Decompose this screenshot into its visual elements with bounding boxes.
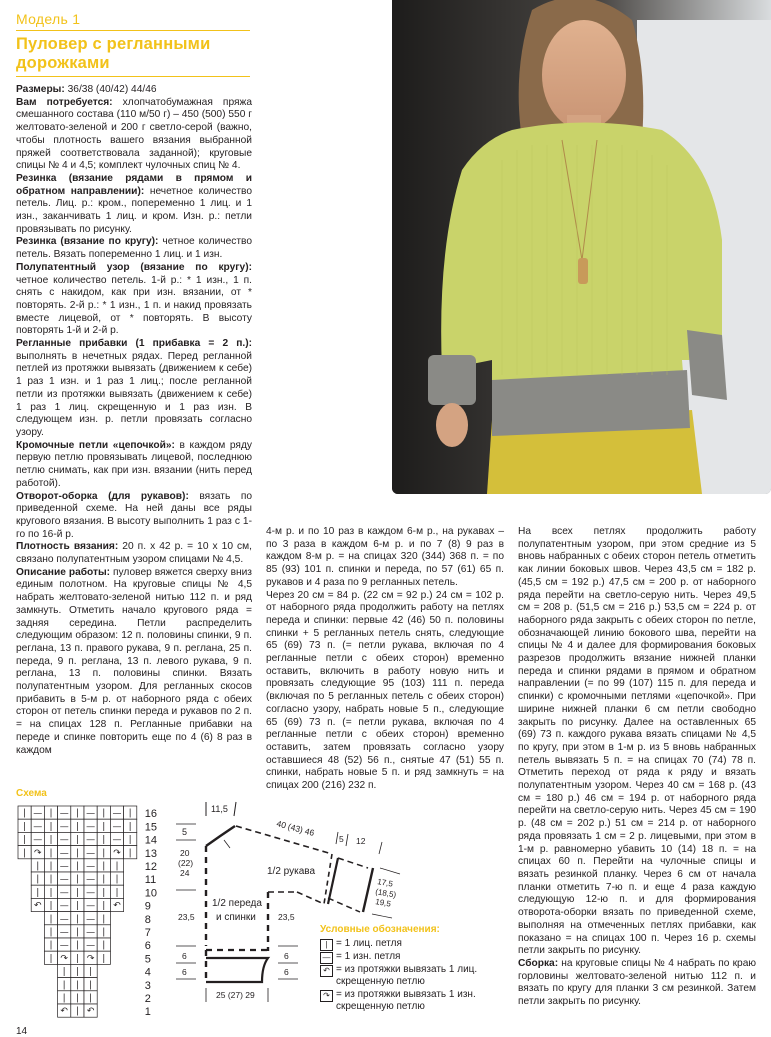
sleeve-width-3: 19,5 xyxy=(374,897,392,909)
svg-text:↷: ↷ xyxy=(34,848,42,859)
raglan-length-label: 40 (43) 46 xyxy=(275,818,316,838)
armhole-depth-3: 24 xyxy=(180,868,190,878)
svg-text:|: | xyxy=(102,914,106,925)
svg-text:|: | xyxy=(75,821,79,832)
svg-text:|: | xyxy=(62,967,66,978)
body-height-right: 23,5 xyxy=(278,912,295,922)
svg-text:—: — xyxy=(86,874,96,885)
increase-purl-icon: ↷ xyxy=(320,990,333,1002)
svg-text:—: — xyxy=(59,848,69,859)
svg-text:|: | xyxy=(49,887,53,898)
svg-text:↶: ↶ xyxy=(34,901,42,912)
model-label: Модель 1 xyxy=(16,10,250,31)
svg-text:|: | xyxy=(75,887,79,898)
svg-text:—: — xyxy=(112,821,122,832)
chart-row-number: 2 xyxy=(144,993,151,1005)
svg-text:—: — xyxy=(33,821,43,832)
neck-width-label: 11,5 xyxy=(211,804,228,814)
sleeve-cuff-label: 12 xyxy=(356,836,366,846)
chart-row-number: 6 xyxy=(144,940,151,953)
chart-row-number: 7 xyxy=(144,927,151,939)
armhole-depth-2: (22) xyxy=(178,858,194,868)
paragraph-half-fisherman: Полупатентный узор (вязание по кругу): четное количество петель. 1-й р.: * 1 изн., 1 п. снять с накидом, как при изн. вязании, от * повторять. 2-й р.: * 1 изн., 1 п. и накид провязать вместе лицевой, от * повторять. В высоту повторять 1-й и 2-й р. xyxy=(16,261,252,337)
legend-title: Условные обозначения: xyxy=(320,924,440,935)
paragraph-rib-flat: Резинка (вязание рядами в прямом и обратном направлении): нечетное количество петель. Лиц. р.: кром., попеременно 1 лиц. и 1 изн., заканчивать 1 лиц. и кром. Изн. р.: петли провязывать по рисунку. xyxy=(16,172,252,235)
neck-depth-label: 5 xyxy=(182,827,188,837)
page-number: 14 xyxy=(16,1026,28,1037)
svg-text:|: | xyxy=(102,940,106,951)
chart-row-number: 10 xyxy=(144,887,158,900)
paragraph-assembly: Сборка: на круговые спицы № 4 набрать по краю горловины желтовато-зеленой нитью 112 п. и вязать по кругу для планки 3 см резинкой. Затем петли закрыть по рисунку. xyxy=(518,957,756,1008)
svg-text:|: | xyxy=(75,940,79,951)
chart-row-number: 9 xyxy=(144,900,151,913)
svg-text:|: | xyxy=(49,861,53,872)
chart-row-number: 15 xyxy=(144,821,158,834)
body-label-2: и спинки xyxy=(216,912,256,923)
svg-text:|: | xyxy=(75,1006,79,1017)
svg-text:|: | xyxy=(75,874,79,885)
sleeve-width-2: (18,5) xyxy=(374,887,397,900)
svg-text:|: | xyxy=(102,861,106,872)
svg-text:|: | xyxy=(75,861,79,872)
paragraph-continued: 4-м р. и по 10 раз в каждом 6-м р., на рукавах – по 3 раза в каждом 6-м р. и по 7 (8) 9 раз в каждом 8-м р. = на спицах 320 (344) 368 п. = по 85 (93) 101 п. спинки и переда, по 57 (61) 65 п. рукавов и 4 раза по 9 регланных петель. xyxy=(266,526,504,588)
svg-text:|: | xyxy=(89,967,93,978)
svg-text:|: | xyxy=(75,901,79,912)
svg-text:|: | xyxy=(75,953,79,964)
chart-row-number: 16 xyxy=(144,808,158,821)
svg-text:|: | xyxy=(128,848,132,859)
svg-text:—: — xyxy=(59,901,69,912)
paragraph-edge-stitches: Кромочные петли «цепочкой»: в каждом ряду первую петлю провязывать лицевой, последнюю петлю снимать, как при изн. вязании (нить перед работой). xyxy=(16,439,252,489)
sleeve-label: 1/2 рукава xyxy=(267,866,316,877)
svg-text:|: | xyxy=(36,861,40,872)
sweater-photo-illustration xyxy=(392,0,771,494)
paragraph-raglan-increases: Регланные прибавки (1 прибавка = 2 п.): выполнять в нечетных рядах. Перед регланной петлей из протяжки вывязать (движением к себе) 1 раз 1 изн. и 1 раз 1 лиц.; после регланной петли из протяжки вывязать (движением к себе) 1 раз 1 лиц. скрещенную и 1 раз изн. В следующем изн. р. петли провязать согласно узору. xyxy=(16,338,252,438)
text-column-2 xyxy=(266,526,504,793)
chart-row-number: 4 xyxy=(144,966,151,979)
svg-text:—: — xyxy=(59,940,69,951)
hem-upper-left: 6 xyxy=(182,951,187,961)
svg-text:|: | xyxy=(102,901,106,912)
stitch-chart xyxy=(16,804,166,1024)
svg-text:—: — xyxy=(86,887,96,898)
chart-row-number: 8 xyxy=(144,913,151,926)
svg-text:—: — xyxy=(86,914,96,925)
svg-text:|: | xyxy=(62,980,66,991)
sleeve-width-1: 17,5 xyxy=(376,877,394,889)
svg-text:|: | xyxy=(115,861,119,872)
svg-text:|: | xyxy=(23,848,27,859)
svg-text:|: | xyxy=(115,887,119,898)
hem-lower-left: 6 xyxy=(182,967,187,977)
svg-text:|: | xyxy=(62,993,66,1004)
svg-text:|: | xyxy=(75,808,79,819)
svg-text:—: — xyxy=(112,835,122,846)
hem-lower-right: 6 xyxy=(284,967,289,977)
increase-knit-icon: ↶ xyxy=(320,965,333,977)
svg-text:↷: ↷ xyxy=(113,848,121,859)
chart-row-number: 12 xyxy=(144,861,158,873)
legend-item-inc-purl: ↷ = из протяжки вывязать 1 изн. скрещенную петлю xyxy=(320,989,510,1014)
svg-text:|: | xyxy=(49,835,53,846)
svg-text:|: | xyxy=(75,993,79,1004)
svg-text:|: | xyxy=(49,953,53,964)
svg-text:|: | xyxy=(102,821,106,832)
svg-text:—: — xyxy=(59,808,69,819)
svg-text:|: | xyxy=(102,887,106,898)
svg-text:|: | xyxy=(75,967,79,978)
stitch-chart-grid xyxy=(16,804,166,1024)
svg-text:—: — xyxy=(86,940,96,951)
svg-text:|: | xyxy=(75,927,79,938)
svg-text:|: | xyxy=(23,821,27,832)
svg-text:↷: ↷ xyxy=(86,953,95,964)
chart-row-number: 3 xyxy=(144,979,151,992)
paragraph-gauge: Плотность вязания: 20 п. х 42 р. = 10 х 10 см, связано полупатентным узором спицами № 4,5. xyxy=(16,541,252,566)
svg-text:|: | xyxy=(49,927,53,938)
paragraph-body-split: Через 20 см = 84 р. (22 см = 92 р.) 24 см = 102 р. от наборного ряда продолжить работу на петлях переда и спинки: первые 42 (46) 50 п. половины спинки + 5 регланных петель снять, следующие 65 (69) 73 п. (= петли рукава, включая по 4 регланные петли с обеих сторон) временно оставить, включить в работу новую нить и провязать следующие 95 (103) 111 п. переда (включая по 5 регланных петель с обеих сторон) согласно узору, набрать новые 5 п., следующие 65 (69) 73 п. (= петли рукава, включая по 4 регланные петли с обеих сторон) временно оставить, затем провязать согласно узору оставшиеся 48 (52) 56 п., снятые 47 (51) 55 п. спинки, набрать новые 5 п. и ряд замкнуть = на спицах 200 (216) 232 п. xyxy=(266,589,504,792)
svg-text:—: — xyxy=(86,927,96,938)
svg-text:↷: ↷ xyxy=(60,953,68,964)
svg-text:|: | xyxy=(36,887,40,898)
svg-text:|: | xyxy=(36,874,40,885)
armhole-depth-1: 20 xyxy=(180,848,190,858)
paragraph-cuff-ruffle: Отворот-оборка (для рукавов): вязать по приведенной схеме. На ней даны все ряды кругового вязания. В высоту выполнить 1 раз с 1-го по 16-й р. xyxy=(16,490,253,540)
svg-text:—: — xyxy=(33,808,43,819)
svg-text:—: — xyxy=(59,861,69,872)
paragraph-materials: Вам потребуется: хлопчатобумажная пряжа смешанного состава (110 м/50 г) – 450 (500) 550 г желтовато-зеленой и 200 г светло-серой (важно, чтобы плотность вашего вязания выбранной пряжей соответствовала заданной); круговые спицы № 4 и 4,5; комплект чулочных спиц № 4. xyxy=(16,96,252,172)
svg-text:|: | xyxy=(128,808,132,819)
svg-text:|: | xyxy=(89,980,93,991)
svg-text:—: — xyxy=(59,874,69,885)
legend xyxy=(320,938,510,1014)
svg-text:|: | xyxy=(128,835,132,846)
svg-text:—: — xyxy=(59,835,69,846)
svg-text:|: | xyxy=(115,874,119,885)
paragraph-sizes: Размеры: 36/38 (40/42) 44/46 xyxy=(16,84,157,95)
svg-text:—: — xyxy=(112,808,122,819)
svg-text:|: | xyxy=(23,808,27,819)
svg-text:—: — xyxy=(86,821,96,832)
legend-item-purl: — = 1 изн. петля xyxy=(320,951,510,964)
svg-text:|: | xyxy=(128,821,132,832)
chart-row-number: 13 xyxy=(144,847,158,860)
body-height-left: 23,5 xyxy=(178,912,195,922)
svg-text:|: | xyxy=(75,914,79,925)
model-photo xyxy=(392,0,771,494)
svg-text:|: | xyxy=(49,901,53,912)
svg-text:|: | xyxy=(23,835,27,846)
text-column-1 xyxy=(16,84,252,757)
svg-text:|: | xyxy=(102,874,106,885)
body-label-1: 1/2 переда xyxy=(212,898,262,909)
chart-row-number: 1 xyxy=(144,1006,151,1019)
svg-text:|: | xyxy=(102,927,106,938)
schema-title: Схема xyxy=(16,788,47,799)
svg-text:|: | xyxy=(75,835,79,846)
chart-row-number: 5 xyxy=(144,953,151,966)
purl-stitch-icon: — xyxy=(320,952,333,964)
svg-text:|: | xyxy=(49,914,53,925)
svg-text:|: | xyxy=(102,808,106,819)
svg-text:—: — xyxy=(86,848,96,859)
page-title: Пуловер с регланными дорожками xyxy=(16,35,250,77)
legend-item-inc-knit: ↶ = из протяжки вывязать 1 лиц. скрещенную петлю xyxy=(320,964,510,989)
svg-text:—: — xyxy=(59,887,69,898)
svg-text:—: — xyxy=(86,835,96,846)
body-width-label: 25 (27) 29 xyxy=(216,990,255,1000)
svg-text:|: | xyxy=(49,821,53,832)
svg-text:|: | xyxy=(102,953,106,964)
svg-text:—: — xyxy=(33,835,43,846)
svg-text:|: | xyxy=(89,993,93,1004)
sleeve-band-label: 5 xyxy=(339,834,344,844)
text-column-3 xyxy=(518,526,756,1009)
svg-text:|: | xyxy=(102,835,106,846)
legend-item-knit: | = 1 лиц. петля xyxy=(320,938,510,951)
svg-text:|: | xyxy=(49,808,53,819)
paragraph-rib-round: Резинка (вязание по кругу): четное количество петель. Вязать попеременно 1 лиц. и 1 изн. xyxy=(16,236,253,261)
chart-row-number: 11 xyxy=(144,874,157,887)
knit-stitch-icon: | xyxy=(320,939,333,951)
svg-text:|: | xyxy=(49,874,53,885)
svg-text:—: — xyxy=(86,808,96,819)
paragraph-body-sleeves: На всех петлях продолжить работу полупатентным узором, при этом средние из 5 вновь набранных с обеих сторон петель отметить как линии боковых швов. Через 43,5 см = 182 р. (45,5 см = 192 р.) 47,5 см = 200 р. от наборного ряда перейти на светло-серую нить. Через 49,5 см = 208 р. (51,5 см = 216 р.) 53,5 см = 224 р. от наборного ряда закрыть с обеих сторон по петле, обозначающей линию бокового шва, перейти на спицы № 4 и далее для формирования боковых разрезов продолжить вязание нижней планки переда и спинки рядами в прямом и обратном направлении (= по 99 (107) 115 п. для переда и спинки) с кромочными петлями «цепочкой». При ширине нижней планки 6 см петли свободно закрыть по рисунку. Далее на оставленных 65 (69) 73 п. каждого рукава вязать спицами № 4,5 по кругу, при этом в 1-м р. из 5 вновь набранных петель вывязать 5 п. = на спицах 70 (74) 78 п. Отметить переход от ряда к ряду и вязать полупатентным узором. Через 40 см = 168 р. (43 см = 180 р.) 46 см = 194 р. от наборного ряда перейти на светло-серую нить. Через 45 см = 190 р. (48 см = 202 р.) 51 см = 214 р. от наборного ряда провязать 1 см = 2 р. лицевыми, при этом в 1-м р. равномерно убавить 10 (14) 18 п. = на спицах 60 п. Перейти на чулочные спицы и вязать резинкой планку. Через 6 см от начала планки отметить 7-ю п. и еще 4 раза каждую следующую 12-ю п. и для формирования отворота-оборки вязать по приведенной схеме, выполняя на отмеченных петлях прибавки, как показано = на спицах 100 п. Через 16 р. схемы петли закрыть по рисунку. xyxy=(518,526,756,957)
chart-row-number: 14 xyxy=(144,834,158,847)
svg-text:—: — xyxy=(59,927,69,938)
svg-text:↶: ↶ xyxy=(86,1006,95,1017)
svg-text:|: | xyxy=(75,980,79,991)
svg-text:↶: ↶ xyxy=(60,1006,68,1017)
svg-text:↶: ↶ xyxy=(113,901,121,912)
svg-text:—: — xyxy=(86,861,96,872)
svg-text:—: — xyxy=(86,901,96,912)
svg-text:|: | xyxy=(49,848,53,859)
paragraph-instructions: Описание работы: пуловер вяжется сверху вниз единым полотном. На круговые спицы № 4,5 набрать желтовато-зеленой нитью 112 п. и ряд замкнуть. Отметить начало кругового ряда = задняя середина. Петли распределить следующим образом: 12 п. половины спинки, 9 п. реглана, 13 п. правого рукава, 9 п. реглана, 25 п. переда, 9 п. реглана, 13 п. левого рукава, 9 п. реглана, 13 п. половины спинки. Вязать полупатентным узором. Для регланных скосов прибавить в 5-м р. от наборного ряда с обеих сторон от петель спинки переда и рукавов по 2 п. = на спицах 128 п. Регланные прибавки на переде и спинке повторить еще по 4 (6) 8 раз в каждом xyxy=(16,566,252,756)
svg-text:|: | xyxy=(102,848,106,859)
svg-text:|: | xyxy=(75,848,79,859)
svg-text:|: | xyxy=(49,940,53,951)
svg-text:—: — xyxy=(59,914,69,925)
hem-upper-right: 6 xyxy=(284,951,289,961)
svg-text:—: — xyxy=(59,821,69,832)
